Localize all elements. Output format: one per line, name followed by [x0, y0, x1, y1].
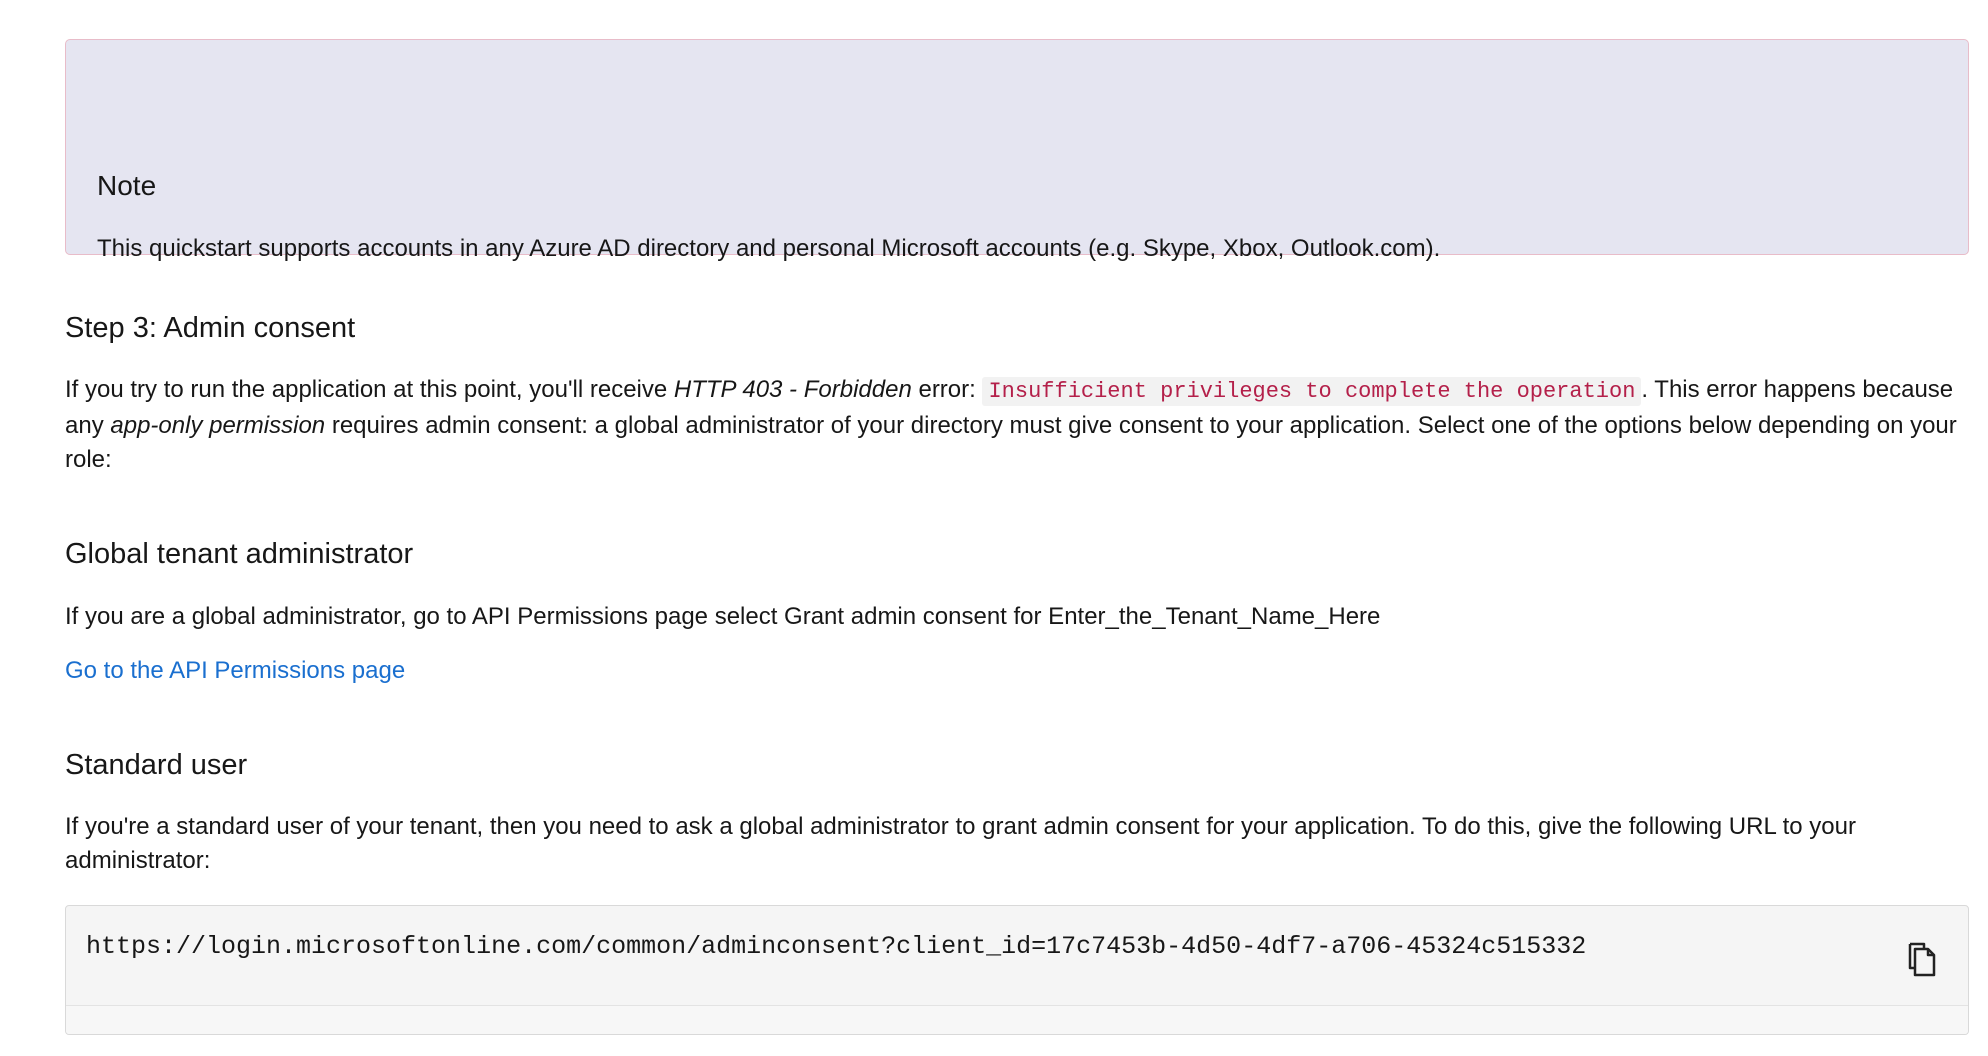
standard-user-text: If you're a standard user of your tenant, then you need to ask a global administrator to grant admin consent for your application. To do this, give the following URL to your administrator:: [65, 813, 1856, 874]
http-403-text: HTTP 403 - Forbidden: [673, 376, 912, 403]
note-text: This quickstart supports accounts in any Azure AD directory and personal Microsoft accounts (e.g. Skype, Xbox, Outlook.com).: [97, 235, 1441, 262]
codeblock-scrollbar[interactable]: [66, 1005, 1968, 1034]
note-title: Note: [97, 170, 157, 201]
global-admin-heading: Global tenant administrator: [65, 538, 414, 570]
step3-text-d: requires admin consent: a global administrator of your directory must give consent to your application. Select one of the options below depending on your role:: [65, 412, 1957, 473]
step3-text-b: error:: [911, 376, 983, 403]
step3-heading: Step 3: Admin consent: [65, 312, 356, 344]
error-code-inline: Insufficient privileges to complete the operation: [982, 377, 1641, 406]
step3-text-a: If you try to run the application at this point, you'll receive: [65, 376, 674, 403]
admin-consent-url[interactable]: https://login.microsoftonline.com/common/adminconsent?client_id=17c7453b-4d50-4df7-a706-45324c515332: [86, 932, 1587, 961]
step3-paragraph: [65, 373, 1973, 477]
copy-icon[interactable]: [1904, 940, 1938, 978]
api-permissions-link[interactable]: Go to the API Permissions page: [65, 657, 406, 684]
note-callout: [65, 39, 1969, 262]
admin-consent-url-codeblock: [65, 905, 1969, 1035]
global-admin-text: If you are a global administrator, go to API Permissions page select Grant admin consent for Enter_the_Tenant_Name_Here: [65, 603, 1381, 630]
step3-text-c: . This error happens because any: [65, 376, 1954, 439]
standard-user-heading: Standard user: [65, 749, 248, 781]
app-only-permission-text: app-only permission: [110, 412, 326, 439]
